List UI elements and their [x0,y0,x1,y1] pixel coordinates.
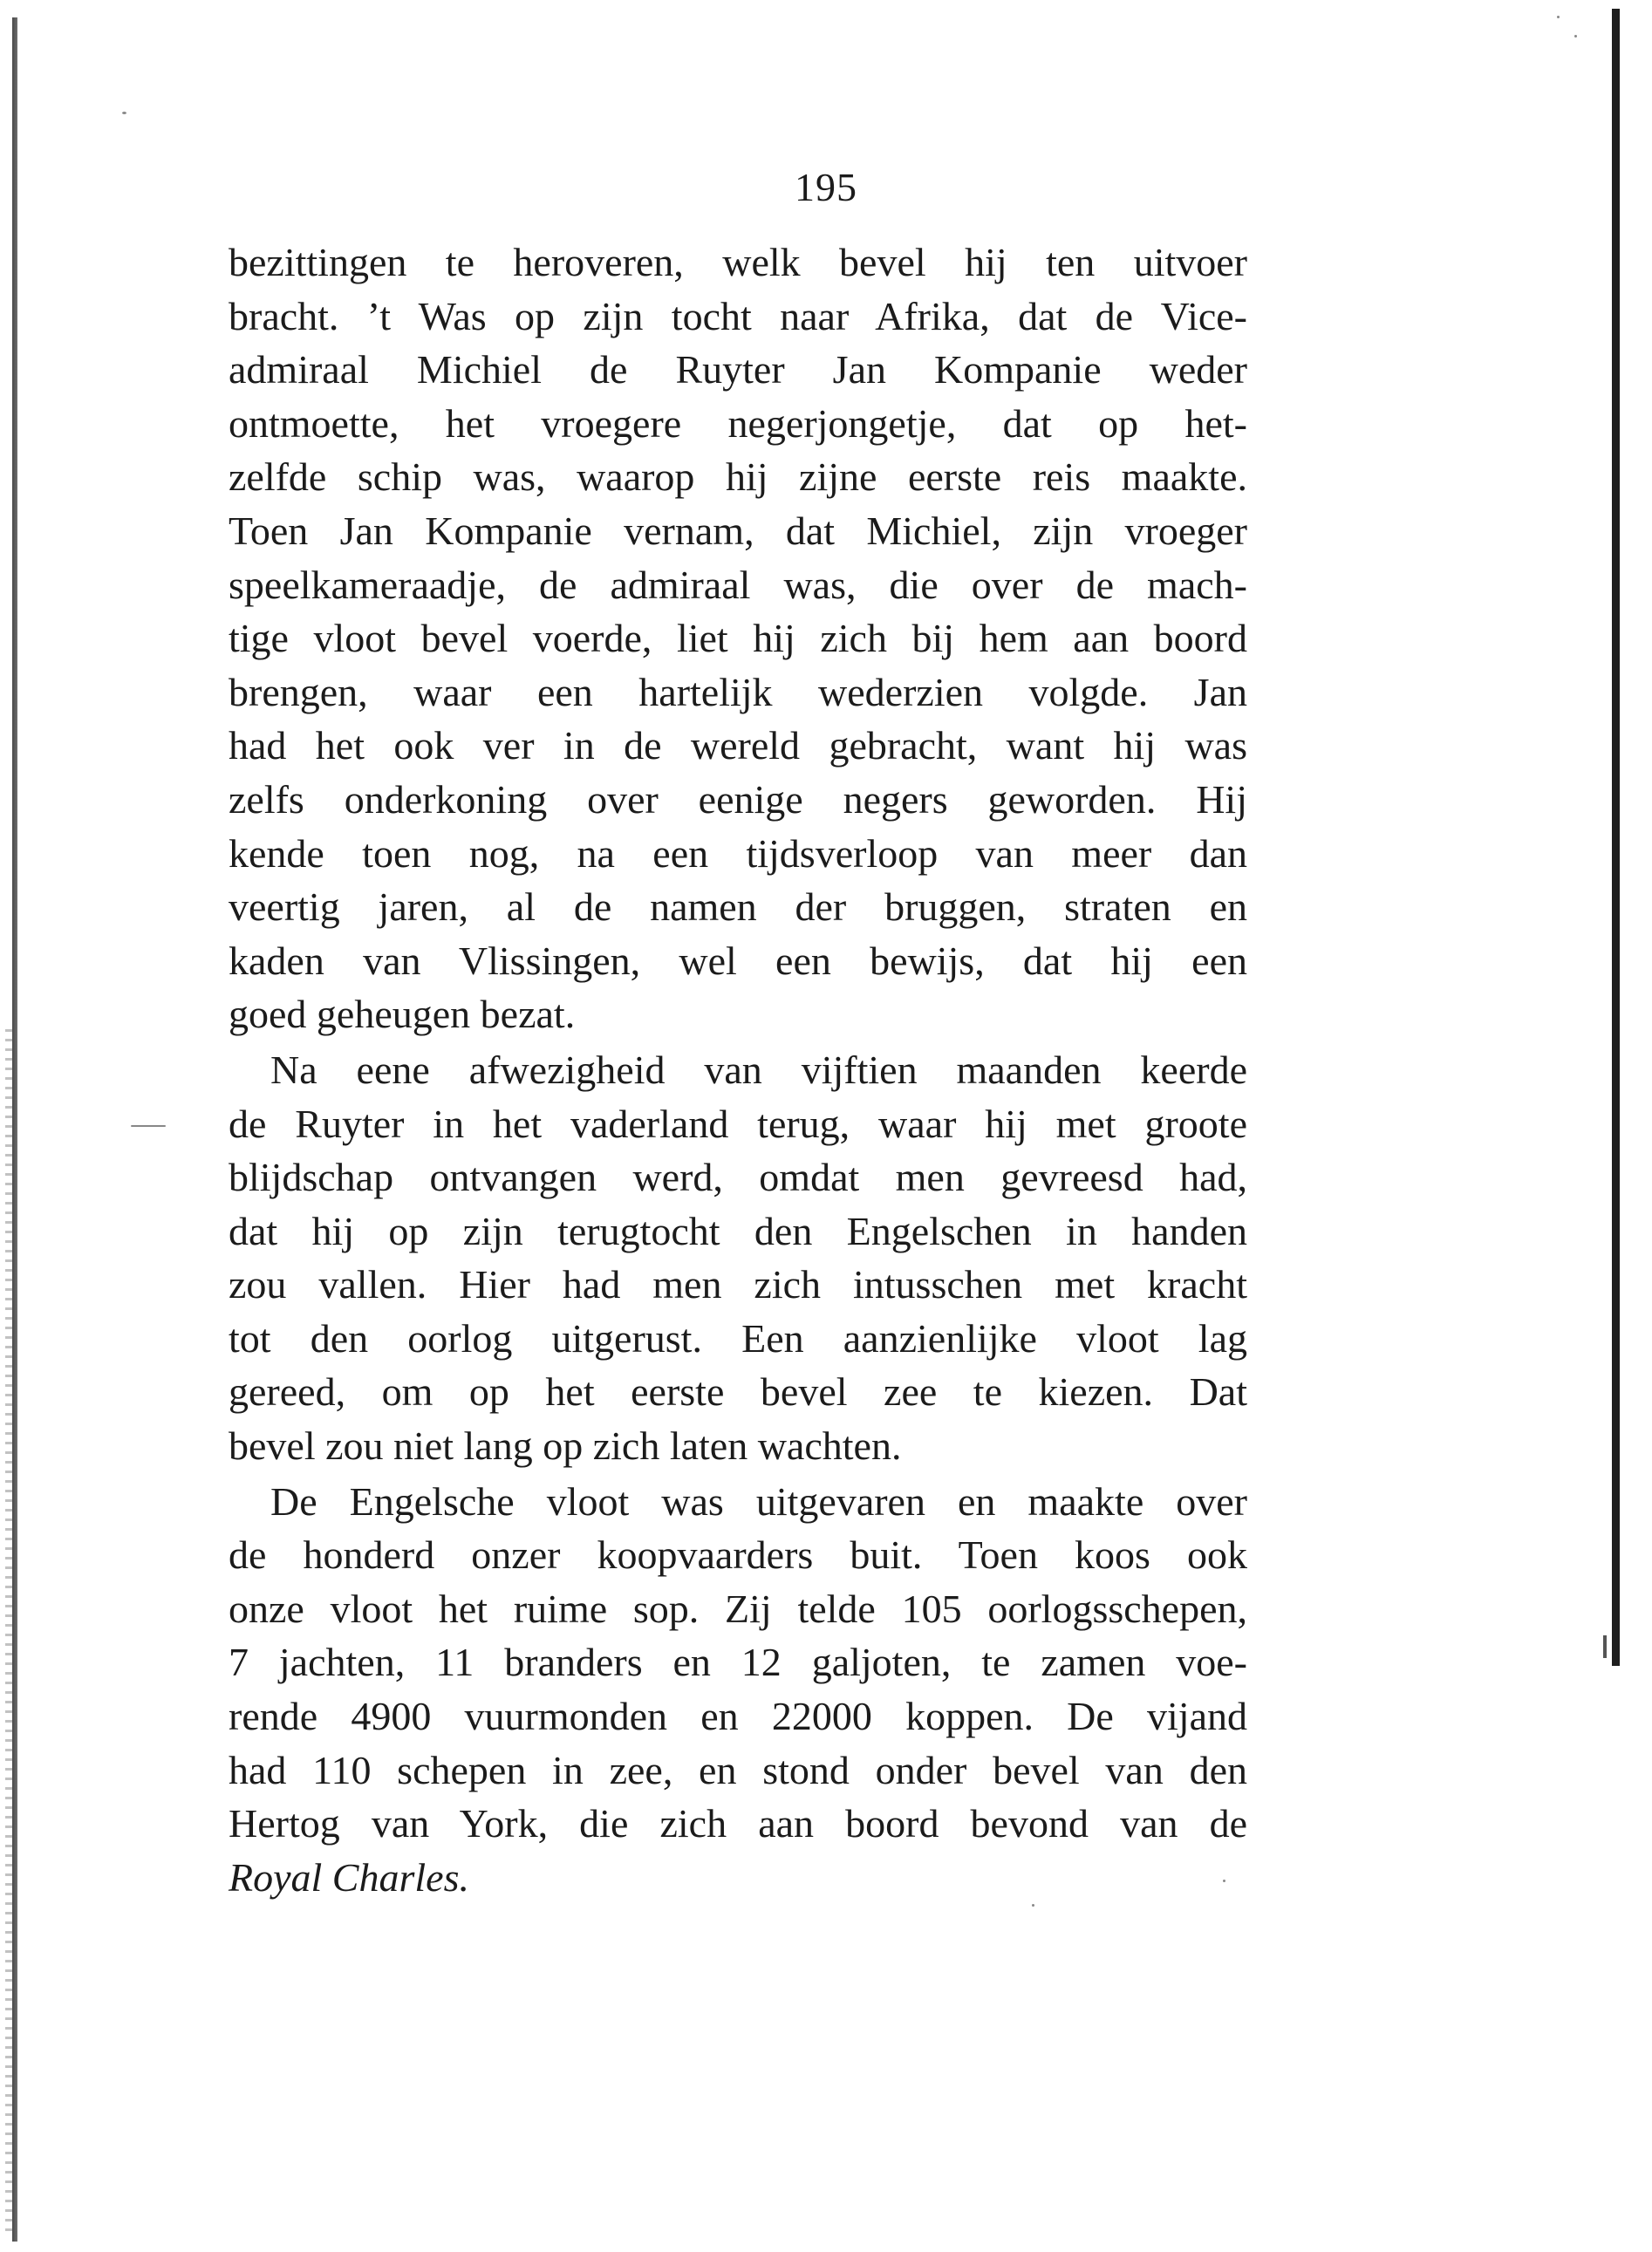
text-line: blijdschap ontvangen werd, omdat men gevreesd had, [229,1155,1247,1200]
scan-speck [1574,35,1577,38]
text-line: de Ruyter in het vaderland terug, waar hij met groote [229,1101,1247,1146]
text-line: dat hij op zijn terugtocht den Engelschen in handen [229,1208,1247,1253]
text-line: 7 jachten, 11 branders en 12 galjoten, te zamen voe- [229,1640,1247,1685]
text-line: rende 4900 vuurmonden en 22000 koppen. De vijand [229,1694,1247,1739]
text-line: had het ook ver in de wereld gebracht, want hij was [229,723,1247,768]
scan-speck [131,1125,166,1127]
text-line: gereed, om op het eerste bevel zee te kiezen. Dat [229,1369,1247,1415]
text-line: bracht. ’t Was op zijn tocht naar Afrika, dat de Vice- [229,293,1247,338]
text-line: zelfs onderkoning over eenige negers geworden. Hij [229,776,1247,822]
scan-speck [1557,16,1560,18]
text-line: veertig jaren, al de namen der bruggen, straten en [229,884,1247,930]
text-line: tot den oorlog uitgerust. Een aanzienlijke vloot lag [229,1315,1247,1361]
paragraph-3 [229,1475,1247,1905]
text-line: ontmoette, het vroegere negerjongetje, dat op het- [229,400,1247,446]
text-line: speelkameraadje, de admiraal was, die over de mach- [229,562,1247,607]
text-line: onze vloot het ruime sop. Zij telde 105 oorlogsschepen, [229,1586,1247,1631]
scan-speck [122,112,126,114]
scan-edge-left [12,17,17,2242]
text-line: goed geheugen bezat. [229,992,576,1037]
body-text [229,235,1247,1904]
text-line: zou vallen. Hier had men zich intusschen met kracht [229,1262,1247,1307]
text-line: Toen Jan Kompanie vernam, dat Michiel, zijn vroeger [229,508,1247,553]
text-line: bezittingen te heroveren, welk bevel hij ten uitvoer [229,240,1247,284]
scan-edge-left-speckle [5,1029,12,2233]
text-line: Na eene afwezigheid van vijftien maanden keerde [270,1047,1247,1092]
text-line: De Engelsche vloot was uitgevaren en maakte over [270,1478,1247,1524]
page-number: 195 [795,165,857,209]
scan-speck [1032,1904,1034,1907]
scan-edge-right [1612,9,1620,1666]
text-line: de honderd onzer koopvaarders buit. Toen koos ook [229,1532,1247,1578]
text-line: zelfde schip was, waarop hij zijne eerste reis maakte. [229,454,1247,500]
text-line: tige vloot bevel voerde, liet hij zich bij hem aan boord [229,616,1247,661]
paragraph-2 [229,1043,1247,1473]
text-line: kaden van Vlissingen, wel een bewijs, dat hij een [229,938,1247,983]
text-line: brengen, waar een hartelijk wederzien volgde. Jan [229,669,1247,714]
text-line: Hertog van York, die zich aan boord bevond van de [229,1801,1247,1846]
text-line: bevel zou niet lang op zich laten wachten. [229,1423,902,1469]
text-line: kende toen nog, na een tijdsverloop van meer dan [229,830,1247,876]
text-line: admiraal Michiel de Ruyter Jan Kompanie weder [229,347,1247,392]
ship-name-line: Royal Charles. [229,1854,469,1900]
scan-mark-right [1603,1635,1607,1658]
paragraph-1 [229,235,1247,1041]
text-line: had 110 schepen in zee, en stond onder bevel van den [229,1747,1247,1792]
